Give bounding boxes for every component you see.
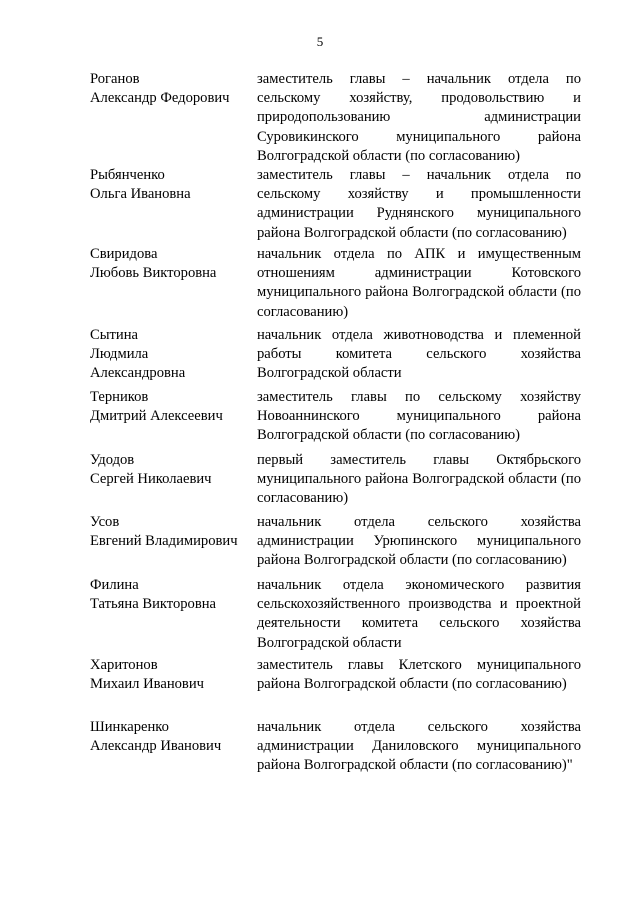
member-name: [90, 326, 255, 384]
member-name: [90, 70, 255, 108]
member-name: [90, 656, 255, 694]
member-name: [90, 388, 255, 426]
member-name: [90, 576, 255, 614]
member-surname: Рыбянченко: [90, 167, 165, 183]
member-role: заместитель главы по сельскому хозяйству Новоаннинского муниципального района Волгоградской области (по согласованию): [257, 389, 581, 444]
member-surname: Филина: [90, 577, 139, 593]
member-surname: Терников: [90, 389, 149, 405]
member-surname: Шинкаренко: [90, 719, 169, 735]
member-surname: Удодов: [90, 452, 135, 468]
page-number: 5: [316, 34, 324, 49]
member-given-name: Михаил Иванович: [90, 676, 204, 693]
member-given-name: Дмитрий Алексеевич: [90, 408, 223, 425]
member-name: [90, 245, 255, 283]
member-given-name: Ольга Ивановна: [90, 186, 191, 203]
member-role: начальник отдела сельского хозяйства администрации Урюпинского муниципального района Волгоградской области (по согласованию): [257, 514, 581, 569]
member-surname: Усов: [90, 514, 120, 530]
member-role: заместитель главы – начальник отдела по сельскому хозяйству, продовольствию и природопользованию администрации Суровикинского муниципального района Волгоградской области (по согласованию): [257, 71, 581, 164]
member-role: начальник отдела экономического развития сельскохозяйственного производства и проектной деятельности комитета сельского хозяйства Волгоградской области: [257, 577, 581, 651]
member-name: [90, 451, 255, 489]
member-surname: Сытина: [90, 327, 139, 343]
member-given-name: Александр Федорович: [90, 90, 230, 107]
member-surname: Харитонов: [90, 657, 158, 673]
member-role: начальник отдела сельского хозяйства администрации Даниловского муниципального района Волгоградской области (по согласованию)": [257, 719, 581, 774]
member-role: первый заместитель главы Октябрьского муниципального района Волгоградской области (по согласованию): [257, 452, 581, 507]
member-role: начальник отдела животноводства и племенной работы комитета сельского хозяйства Волгоградской области: [257, 327, 581, 382]
member-given-name: Александровна: [90, 365, 186, 382]
member-given-name: Сергей Николаевич: [90, 471, 212, 488]
member-surname: Свиридова: [90, 246, 158, 262]
member-given-name: Людмила: [90, 346, 149, 363]
member-name: [90, 166, 255, 204]
member-surname: Роганов: [90, 71, 140, 87]
member-given-name: Любовь Викторовна: [90, 265, 217, 282]
member-name: [90, 513, 255, 551]
member-given-name: Евгений Владимирович: [90, 533, 238, 550]
member-role: заместитель главы – начальник отдела по сельскому хозяйству и промышленности администрации Руднянского муниципального района Волгоградской области (по согласованию): [257, 167, 581, 241]
member-name: [90, 718, 255, 756]
member-given-name: Александр Иванович: [90, 738, 222, 755]
member-role: заместитель главы Клетского муниципального района Волгоградской области (по согласованию): [257, 657, 581, 693]
member-given-name: Татьяна Викторовна: [90, 596, 217, 613]
member-role: начальник отдела по АПК и имущественным отношениям администрации Котовского муниципального района Волгоградской области (по согласованию): [257, 246, 581, 320]
